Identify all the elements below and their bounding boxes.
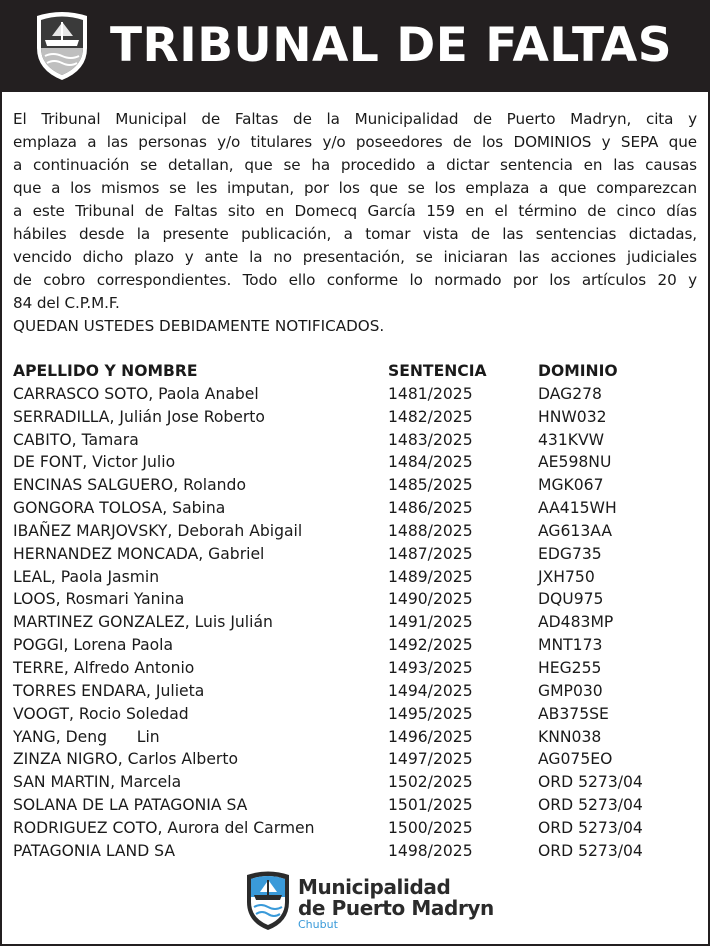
notice-line: vencido dicho plazo y ante la no presentación, se iniciaran las acciones judiciales [13, 248, 697, 266]
cell-domain: ORD 5273/04 [538, 796, 643, 815]
cell-name: TERRE, Alfredo Antonio [13, 658, 195, 677]
table-body [13, 383, 703, 863]
table-row [13, 543, 703, 566]
cell-domain: AG075EO [538, 750, 613, 769]
cell-sentence: 1490/2025 [388, 590, 473, 609]
notice-line: de cobro correspondientes. Todo ello conforme lo normado por los artículos 20 y [13, 271, 697, 289]
table-row [13, 657, 703, 680]
table-row [13, 520, 703, 543]
municipal-crest-icon [244, 870, 292, 932]
cell-name: CARRASCO SOTO, Paola Anabel [13, 384, 259, 403]
cell-sentence: 1488/2025 [388, 521, 473, 540]
cell-name: SERRADILLA, Julián Jose Roberto [13, 407, 265, 426]
cell-domain: ORD 5273/04 [538, 841, 643, 860]
cell-domain: DQU975 [538, 590, 604, 609]
table-row [13, 611, 703, 634]
cell-sentence: 1487/2025 [388, 544, 473, 563]
cell-name: SAN MARTIN, Marcela [13, 773, 182, 792]
cell-name: MARTINEZ GONZALEZ, Luis Julián [13, 613, 273, 632]
notice-line: emplaza a las personas y/o titulares y/o poseedores de los DOMINIOS y SEPA que [13, 133, 697, 151]
municipal-shield-icon [33, 10, 91, 82]
table-row [13, 474, 703, 497]
cell-domain: AA415WH [538, 499, 617, 518]
notice-body [13, 108, 697, 315]
header-bar [0, 0, 710, 92]
cell-sentence: 1494/2025 [388, 681, 473, 700]
cell-name: PATAGONIA LAND SA [13, 841, 176, 860]
notice-line: que a los mismos se les imputan, por los que se los emplaza a que comparezcan [13, 179, 697, 197]
cell-name: LOOS, Rosmari Yanina [13, 590, 185, 609]
table-row [13, 451, 703, 474]
cell-name: DE FONT, Victor Julio [13, 453, 176, 472]
cell-name: ZINZA NIGRO, Carlos Alberto [13, 750, 238, 769]
table-row [13, 429, 703, 452]
cell-name: YANG, Deng Lin [13, 727, 160, 746]
table-row [13, 703, 703, 726]
table-row [13, 406, 703, 429]
cell-sentence: 1496/2025 [388, 727, 473, 746]
cell-domain: ORD 5273/04 [538, 818, 643, 837]
notice-line: hábiles desde la presente publicación, a tomar vista de las sentencias dictadas, [13, 225, 697, 243]
cell-sentence: 1485/2025 [388, 476, 473, 495]
page-title: TRIBUNAL DE FALTAS [110, 18, 673, 73]
cell-name: RODRIGUEZ COTO, Aurora del Carmen [13, 818, 315, 837]
cell-domain: AE598NU [538, 453, 612, 472]
cell-sentence: 1497/2025 [388, 750, 473, 769]
cell-domain: KNN038 [538, 727, 602, 746]
notice-line: El Tribunal Municipal de Faltas de la Municipalidad de Puerto Madryn, cita y [13, 110, 697, 128]
cell-domain: HEG255 [538, 658, 602, 677]
cell-domain: AG613AA [538, 521, 613, 540]
footer-municipality-city: de Puerto Madryn [298, 896, 494, 920]
cell-domain: MNT173 [538, 636, 603, 655]
header-name: APELLIDO Y NOMBRE [13, 362, 198, 380]
table-row [13, 726, 703, 749]
table-row [13, 794, 703, 817]
cell-domain: AB375SE [538, 704, 609, 723]
cell-name: HERNANDEZ MONCADA, Gabriel [13, 544, 265, 563]
cell-name: POGGI, Lorena Paola [13, 636, 174, 655]
notice-line: a continuación se detallan, que se ha procedido a dictar sentencia en las causas [13, 156, 697, 174]
table-row [13, 497, 703, 520]
cell-domain: HNW032 [538, 407, 607, 426]
header-sentence: SENTENCIA [388, 362, 487, 380]
table-row [13, 817, 703, 840]
cell-sentence: 1484/2025 [388, 453, 473, 472]
footer-province: Chubut [298, 918, 338, 931]
cell-sentence: 1495/2025 [388, 704, 473, 723]
cell-sentence: 1493/2025 [388, 658, 473, 677]
cell-domain: EDG735 [538, 544, 602, 563]
cell-sentence: 1498/2025 [388, 841, 473, 860]
notified-line: QUEDAN USTEDES DEBIDAMENTE NOTIFICADOS. [13, 317, 385, 335]
cell-sentence: 1501/2025 [388, 796, 473, 815]
table-row [13, 748, 703, 771]
cell-name: GONGORA TOLOSA, Sabina [13, 499, 226, 518]
notice-line: a este Tribunal de Faltas sito en Domecq García 159 en el término de cinco días [13, 202, 697, 220]
cell-name: CABITO, Tamara [13, 430, 139, 449]
cell-domain: ORD 5273/04 [538, 773, 643, 792]
cell-name: SOLANA DE LA PATAGONIA SA [13, 796, 248, 815]
cell-sentence: 1481/2025 [388, 384, 473, 403]
table-row [13, 840, 703, 863]
cell-name: VOOGT, Rocio Soledad [13, 704, 189, 723]
table-row [13, 588, 703, 611]
footer-municipality-name: Municipalidad [298, 875, 451, 899]
sentences-table [13, 360, 703, 863]
table-row [13, 566, 703, 589]
cell-sentence: 1491/2025 [388, 613, 473, 632]
table-row [13, 680, 703, 703]
cell-domain: GMP030 [538, 681, 603, 700]
header-domain: DOMINIO [538, 362, 618, 380]
cell-name: IBAÑEZ MARJOVSKY, Deborah Abigail [13, 521, 303, 540]
cell-sentence: 1489/2025 [388, 567, 473, 586]
cell-name: ENCINAS SALGUERO, Rolando [13, 476, 246, 495]
cell-sentence: 1483/2025 [388, 430, 473, 449]
table-row [13, 383, 703, 406]
cell-domain: DAG278 [538, 384, 602, 403]
cell-domain: MGK067 [538, 476, 604, 495]
cell-sentence: 1486/2025 [388, 499, 473, 518]
table-row [13, 634, 703, 657]
notice-line: 84 del C.P.M.F. [13, 294, 120, 312]
table-row [13, 771, 703, 794]
cell-name: LEAL, Paola Jasmin [13, 567, 160, 586]
cell-domain: JXH750 [538, 567, 595, 586]
table-header-row [13, 360, 703, 383]
cell-sentence: 1482/2025 [388, 407, 473, 426]
cell-sentence: 1492/2025 [388, 636, 473, 655]
cell-domain: AD483MP [538, 613, 614, 632]
cell-name: TORRES ENDARA, Julieta [13, 681, 205, 700]
cell-domain: 431KVW [538, 430, 605, 449]
cell-sentence: 1500/2025 [388, 818, 473, 837]
cell-sentence: 1502/2025 [388, 773, 473, 792]
